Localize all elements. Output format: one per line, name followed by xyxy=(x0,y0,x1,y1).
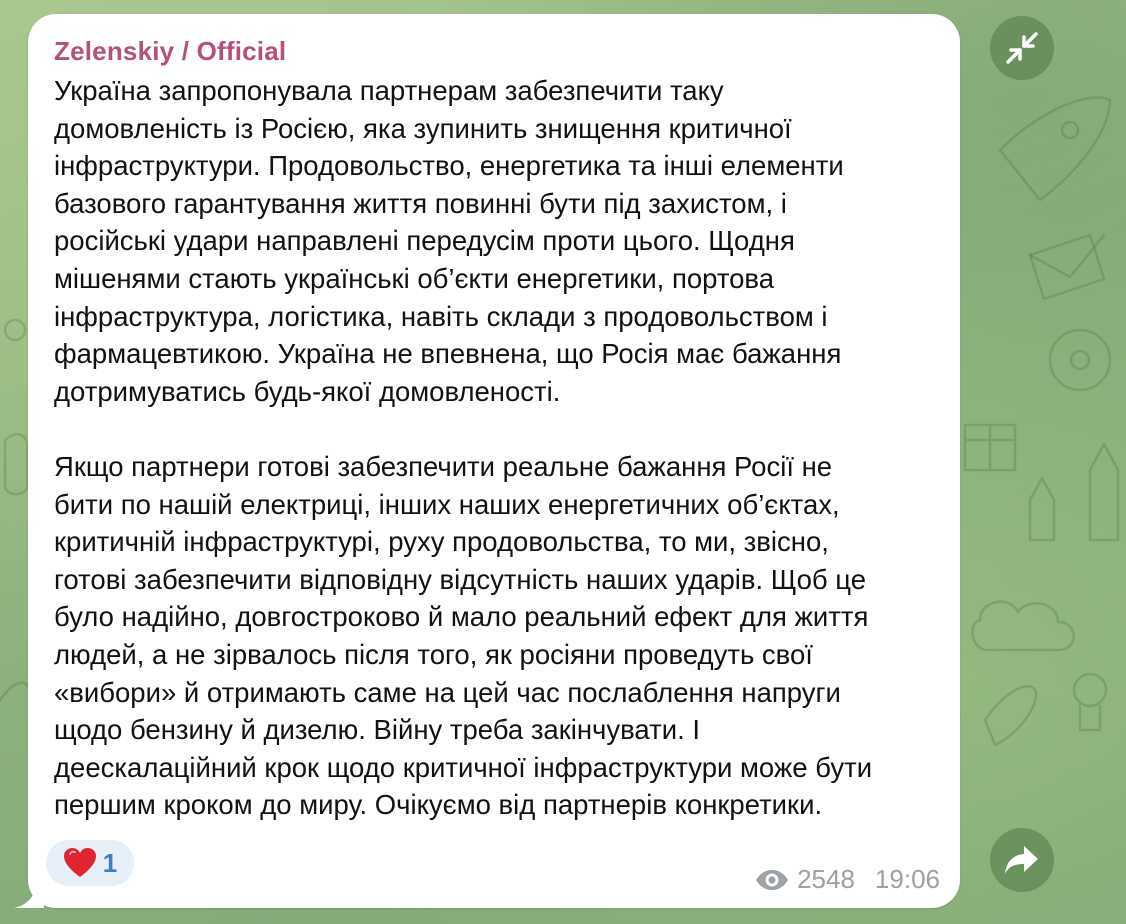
bubble-tail xyxy=(14,882,44,908)
message-paragraph-1: Україна запропонувала партнерам забезпечити таку домовленість із Росією, яка зупинить знищення критичної інфраструктури. Продовольство, енергетика та інші елементи базового гарантування життя повинні бути під захистом, і російські удари направлені передусім проти цього. Щодня мішенями стають українські об’єкти енергетики, портова інфраструктура, логістика, навіть склади з продовольством і фармацевтикою. Україна не впевнена, що Росія має бажання дотримуватись будь-якої домовленості. xyxy=(54,75,844,407)
forward-button[interactable] xyxy=(990,828,1054,892)
heart-icon xyxy=(63,847,97,879)
collapse-arrows-icon xyxy=(1002,28,1042,68)
message-paragraph-2: Якщо партнери готові забезпечити реальне бажання Росії не бити по нашій електриці, інших наших енергетичних об’єктах, критичній інфраструктурі, руху продовольства, то ми, звісно, готові забезпечити відповідну відсутність наших ударів. Щоб це було надійно, довгостроково й мало реальний ефект для життя людей, а не зірвалось після того, як росіяни проведуть свої «вибори» й отримають саме на цей час послаблення напруги щодо бензину й дизелю. Війну треба закінчувати. І деескалаційний крок щодо критичної інфраструктури може бути першим кроком до миру. Очікуємо від партнерів конкретики. xyxy=(54,450,873,821)
sender-name[interactable]: Zelenskiy / Official xyxy=(54,36,287,66)
forward-arrow-icon xyxy=(1004,844,1040,876)
message-time: 19:06 xyxy=(874,864,940,894)
message-text xyxy=(54,72,944,824)
collapse-button[interactable] xyxy=(990,16,1054,80)
reaction-count: 1 xyxy=(102,847,118,878)
views-count: 2548 xyxy=(797,864,855,894)
reaction-chip[interactable] xyxy=(46,840,134,886)
views-eye-icon xyxy=(755,869,789,891)
message-meta xyxy=(755,864,940,895)
